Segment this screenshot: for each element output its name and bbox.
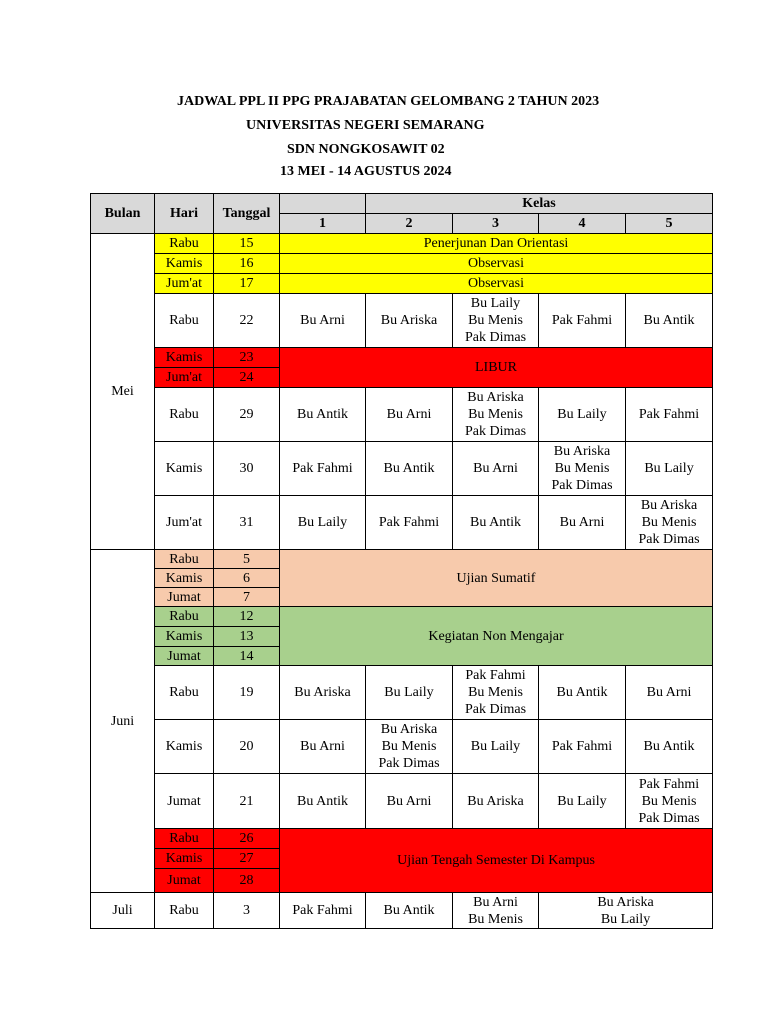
month-cell-juni: Juni xyxy=(91,550,155,893)
table-row xyxy=(91,496,713,550)
table-row xyxy=(91,774,713,829)
teacher-cell: Pak Fahmi xyxy=(280,442,366,496)
teacher-name: Bu Ariska xyxy=(597,894,654,910)
teacher-name: Pak Dimas xyxy=(551,478,613,493)
teacher-cell: Bu Laily xyxy=(539,774,626,829)
teacher-cell xyxy=(539,893,713,929)
hari-cell: Jumat xyxy=(155,774,214,829)
teacher-name: Pak Dimas xyxy=(464,424,527,439)
hari-cell: Jum'at xyxy=(155,274,214,294)
teacher-cell xyxy=(453,666,539,720)
table-row xyxy=(91,893,713,929)
col-header-kelas-3: 3 xyxy=(453,214,539,234)
teacher-name: Bu Menis xyxy=(468,685,523,700)
teacher-name: Bu Menis xyxy=(381,739,437,754)
teacher-cell: Bu Antik xyxy=(366,442,453,496)
teacher-name: Bu Ariska xyxy=(640,498,698,513)
col-header-blank xyxy=(280,194,366,214)
teacher-name: Pak Fahmi xyxy=(638,776,700,792)
hari-cell: Jumat xyxy=(155,588,214,607)
tanggal-cell: 17 xyxy=(214,274,280,294)
teacher-cell: Bu Arni xyxy=(280,294,366,348)
tanggal-cell: 13 xyxy=(214,627,280,647)
col-header-bulan: Bulan xyxy=(91,194,155,234)
hari-cell: Jum'at xyxy=(155,496,214,550)
teacher-name: Bu Arni xyxy=(473,894,518,910)
schedule-table xyxy=(90,193,713,929)
teacher-cell: Pak Fahmi xyxy=(280,893,366,929)
tanggal-cell: 21 xyxy=(214,774,280,829)
teacher-cell: Bu Laily xyxy=(626,442,713,496)
event-cell: Penerjunan Dan Orientasi xyxy=(280,234,713,254)
event-cell-uts: Ujian Tengah Semester Di Kampus xyxy=(280,829,713,893)
teacher-cell: Pak Fahmi xyxy=(539,294,626,348)
col-header-kelas-5: 5 xyxy=(626,214,713,234)
hari-cell: Jumat xyxy=(155,869,214,893)
teacher-name: Bu Menis xyxy=(641,793,697,809)
table-row xyxy=(91,294,713,348)
hari-cell: Rabu xyxy=(155,550,214,569)
col-header-tanggal: Tanggal xyxy=(214,194,280,234)
hari-cell: Kamis xyxy=(155,442,214,496)
hari-cell: Rabu xyxy=(155,388,214,442)
teacher-name: Pak Dimas xyxy=(464,330,527,345)
tanggal-cell: 20 xyxy=(214,720,280,774)
teacher-cell: Bu Laily xyxy=(366,666,453,720)
tanggal-cell: 27 xyxy=(214,849,280,869)
table-row xyxy=(91,234,713,254)
month-cell-juli: Juli xyxy=(91,893,155,929)
teacher-cell: Bu Antik xyxy=(626,720,713,774)
teacher-cell: Bu Arni xyxy=(366,388,453,442)
hari-cell: Kamis xyxy=(155,627,214,647)
teacher-name: Pak Fahmi xyxy=(465,668,526,683)
title-line-2: UNIVERSITAS NEGERI SEMARANG xyxy=(246,118,485,133)
table-row xyxy=(91,388,713,442)
tanggal-cell: 7 xyxy=(214,588,280,607)
teacher-name: Bu Menis xyxy=(468,407,523,422)
teacher-cell: Bu Antik xyxy=(366,893,453,929)
hari-cell: Jumat xyxy=(155,647,214,666)
tanggal-cell: 23 xyxy=(214,348,280,368)
teacher-cell: Bu Arni xyxy=(626,666,713,720)
teacher-name: Bu Menis xyxy=(554,461,610,476)
col-header-kelas: Kelas xyxy=(366,194,713,214)
teacher-name: Bu Laily xyxy=(600,911,651,927)
tanggal-cell: 22 xyxy=(214,294,280,348)
teacher-cell xyxy=(539,442,626,496)
month-cell-mei: Mei xyxy=(91,234,155,550)
teacher-cell: Bu Laily xyxy=(539,388,626,442)
table-row xyxy=(91,442,713,496)
teacher-cell: Pak Fahmi xyxy=(366,496,453,550)
table-row xyxy=(91,666,713,720)
teacher-cell xyxy=(626,496,713,550)
hari-cell: Rabu xyxy=(155,234,214,254)
hari-cell: Jum'at xyxy=(155,368,214,388)
hari-cell: Rabu xyxy=(155,829,214,849)
teacher-cell: Bu Ariska xyxy=(366,294,453,348)
table-row xyxy=(91,829,713,849)
teacher-cell xyxy=(453,388,539,442)
teacher-cell: Bu Laily xyxy=(453,720,539,774)
teacher-cell: Bu Antik xyxy=(539,666,626,720)
teacher-name: Bu Ariska xyxy=(553,444,611,459)
teacher-cell: Bu Antik xyxy=(453,496,539,550)
tanggal-cell: 31 xyxy=(214,496,280,550)
hari-cell: Rabu xyxy=(155,666,214,720)
teacher-cell: Bu Laily xyxy=(280,496,366,550)
teacher-name: Bu Laily xyxy=(470,296,521,311)
teacher-name: Pak Dimas xyxy=(378,756,440,771)
hari-cell: Kamis xyxy=(155,569,214,588)
hari-cell: Rabu xyxy=(155,607,214,627)
tanggal-cell: 5 xyxy=(214,550,280,569)
tanggal-cell: 26 xyxy=(214,829,280,849)
teacher-cell xyxy=(453,294,539,348)
event-cell: Observasi xyxy=(280,254,713,274)
teacher-cell: Bu Arni xyxy=(539,496,626,550)
title-line-1: JADWAL PPL II PPG PRAJABATAN GELOMBANG 2 TAHUN 2023 xyxy=(177,94,600,109)
teacher-cell: Bu Arni xyxy=(366,774,453,829)
teacher-name: Bu Menis xyxy=(468,313,523,328)
teacher-name: Pak Dimas xyxy=(464,702,527,717)
hari-cell: Kamis xyxy=(155,348,214,368)
teacher-cell: Bu Arni xyxy=(453,442,539,496)
event-cell-non-mengajar: Kegiatan Non Mengajar xyxy=(280,607,713,666)
event-cell-ujian-sumatif: Ujian Sumatif xyxy=(280,550,713,607)
teacher-cell: Pak Fahmi xyxy=(626,388,713,442)
tanggal-cell: 30 xyxy=(214,442,280,496)
teacher-name: Bu Ariska xyxy=(380,722,438,737)
hari-cell: Kamis xyxy=(155,720,214,774)
teacher-name: Pak Dimas xyxy=(638,532,700,547)
teacher-name: Bu Ariska xyxy=(467,390,524,405)
tanggal-cell: 29 xyxy=(214,388,280,442)
tanggal-cell: 24 xyxy=(214,368,280,388)
tanggal-cell: 15 xyxy=(214,234,280,254)
hari-cell: Kamis xyxy=(155,254,214,274)
tanggal-cell: 28 xyxy=(214,869,280,893)
teacher-cell: Bu Ariska xyxy=(280,666,366,720)
hari-cell: Rabu xyxy=(155,294,214,348)
teacher-name: Pak Dimas xyxy=(638,810,700,826)
table-row xyxy=(91,348,713,368)
tanggal-cell: 6 xyxy=(214,569,280,588)
tanggal-cell: 14 xyxy=(214,647,280,666)
teacher-cell xyxy=(366,720,453,774)
event-cell: Observasi xyxy=(280,274,713,294)
hari-cell: Kamis xyxy=(155,849,214,869)
table-row xyxy=(91,607,713,627)
teacher-cell: Bu Antik xyxy=(280,774,366,829)
table-row xyxy=(91,720,713,774)
teacher-name: Bu Menis xyxy=(641,515,697,530)
teacher-cell: Bu Ariska xyxy=(453,774,539,829)
teacher-cell: Bu Antik xyxy=(626,294,713,348)
tanggal-cell: 16 xyxy=(214,254,280,274)
teacher-cell xyxy=(453,893,539,929)
col-header-kelas-2: 2 xyxy=(366,214,453,234)
teacher-name: Bu Menis xyxy=(468,911,523,927)
event-cell-libur: LIBUR xyxy=(280,348,713,388)
teacher-cell: Bu Antik xyxy=(280,388,366,442)
table-row xyxy=(91,274,713,294)
teacher-cell xyxy=(626,774,713,829)
hari-cell: Rabu xyxy=(155,893,214,929)
col-header-kelas-1: 1 xyxy=(280,214,366,234)
table-row xyxy=(91,254,713,274)
header-row-1 xyxy=(91,194,713,214)
title-line-4: 13 MEI - 14 AGUSTUS 2024 xyxy=(280,164,452,179)
teacher-cell: Pak Fahmi xyxy=(539,720,626,774)
tanggal-cell: 12 xyxy=(214,607,280,627)
tanggal-cell: 3 xyxy=(214,893,280,929)
teacher-cell: Bu Arni xyxy=(280,720,366,774)
table-row xyxy=(91,550,713,569)
title-line-3: SDN NONGKOSAWIT 02 xyxy=(287,142,445,157)
col-header-hari: Hari xyxy=(155,194,214,234)
tanggal-cell: 19 xyxy=(214,666,280,720)
col-header-kelas-4: 4 xyxy=(539,214,626,234)
